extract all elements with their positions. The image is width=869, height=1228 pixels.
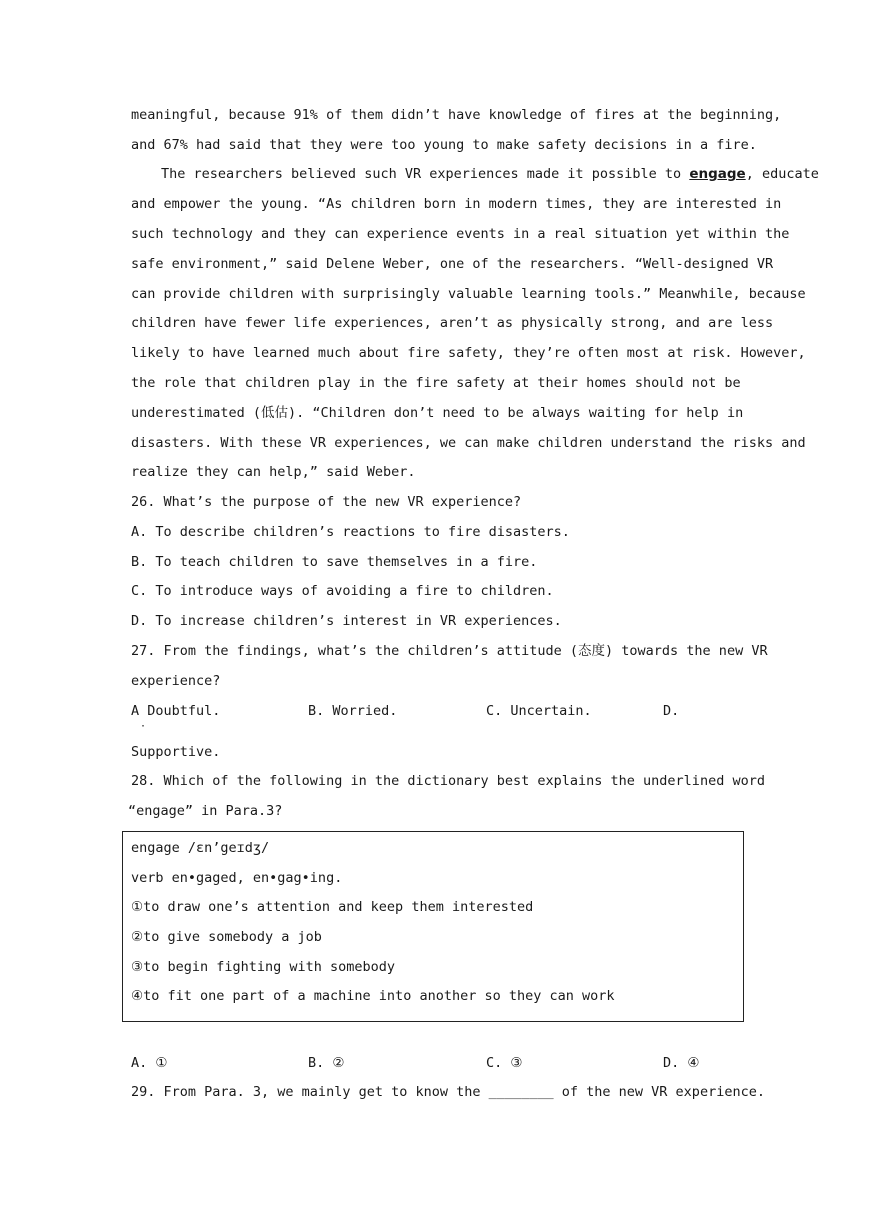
passage-line: can provide children with surprisingly valuable learning tools.” Meanwhile, because [131,286,806,302]
passage-text: The researchers believed such VR experiences made it possible to [161,166,690,182]
passage-line: children have fewer life experiences, aren’t as physically strong, and are less [131,315,774,331]
question-28: 28. Which of the following in the dictionary best explains the underlined word [131,773,765,789]
passage-line: likely to have learned much about fire safety, they’re often most at risk. However, [131,345,806,361]
passage-line: and empower the young. “As children born in modern times, they are interested in [131,196,782,212]
q26-option-b: B. To teach children to save themselves in a fire. [131,554,538,570]
dictionary-sense-3: ③to begin fighting with somebody [131,959,396,975]
dictionary-headword: engage /ɛn’geɪdʒ/ [131,840,270,856]
question-28-cont: “engage” in Para.3? [128,803,283,819]
passage-text: , educate [745,166,819,182]
q26-option-d: D. To increase children’s interest in VR experiences. [131,613,562,629]
dictionary-sense-4: ④to fit one part of a machine into another so they can work [131,988,615,1004]
passage-line: underestimated (低估). “Children don’t need to be always waiting for help in [131,405,744,421]
q28-option-d: D. ④ [663,1055,700,1071]
passage-line: safe environment,” said Delene Weber, one of the researchers. “Well-designed VR [131,256,774,272]
question-26: 26. What’s the purpose of the new VR experience? [131,494,522,510]
underlined-word-engage: engage [689,166,746,182]
passage-line: such technology and they can experience events in a real situation yet within the [131,226,790,242]
q27-option-d-text: Supportive. [131,744,221,760]
q27-option-c: C. Uncertain. [486,703,592,719]
question-27-cont: experience? [131,673,221,689]
q26-option-c: C. To introduce ways of avoiding a fire to children. [131,583,554,599]
dictionary-entry-box [122,831,744,1022]
q27-option-d: D. [663,703,680,719]
passage-line: the role that children play in the fire safety at their homes should not be [131,375,741,391]
q26-option-a: A. To describe children’s reactions to fire disasters. [131,524,570,540]
q28-option-a: A. ① [131,1055,168,1071]
q28-option-b: B. ② [308,1055,345,1071]
dictionary-inflections: verb en•gaged, en•gag•ing. [131,870,343,886]
question-27: 27. From the findings, what’s the children’s attitude (态度) towards the new VR [131,643,768,659]
passage-line: meaningful, because 91% of them didn’t have knowledge of fires at the beginning, [131,107,782,123]
passage-line: disasters. With these VR experiences, we can make children understand the risks and [131,435,806,451]
emphasis-dot: · [140,721,147,732]
passage-para3-first-line [161,165,819,183]
passage-line: and 67% had said that they were too young to make safety decisions in a fire. [131,137,757,153]
q27-option-a: A Doubtful. [131,703,221,719]
dictionary-sense-1: ①to draw one’s attention and keep them interested [131,899,534,915]
q28-option-c: C. ③ [486,1055,523,1071]
dictionary-sense-2: ②to give somebody a job [131,929,322,945]
question-29: 29. From Para. 3, we mainly get to know the ________ of the new VR experience. [131,1084,765,1100]
q27-option-b: B. Worried. [308,703,398,719]
passage-line: realize they can help,” said Weber. [131,464,416,480]
